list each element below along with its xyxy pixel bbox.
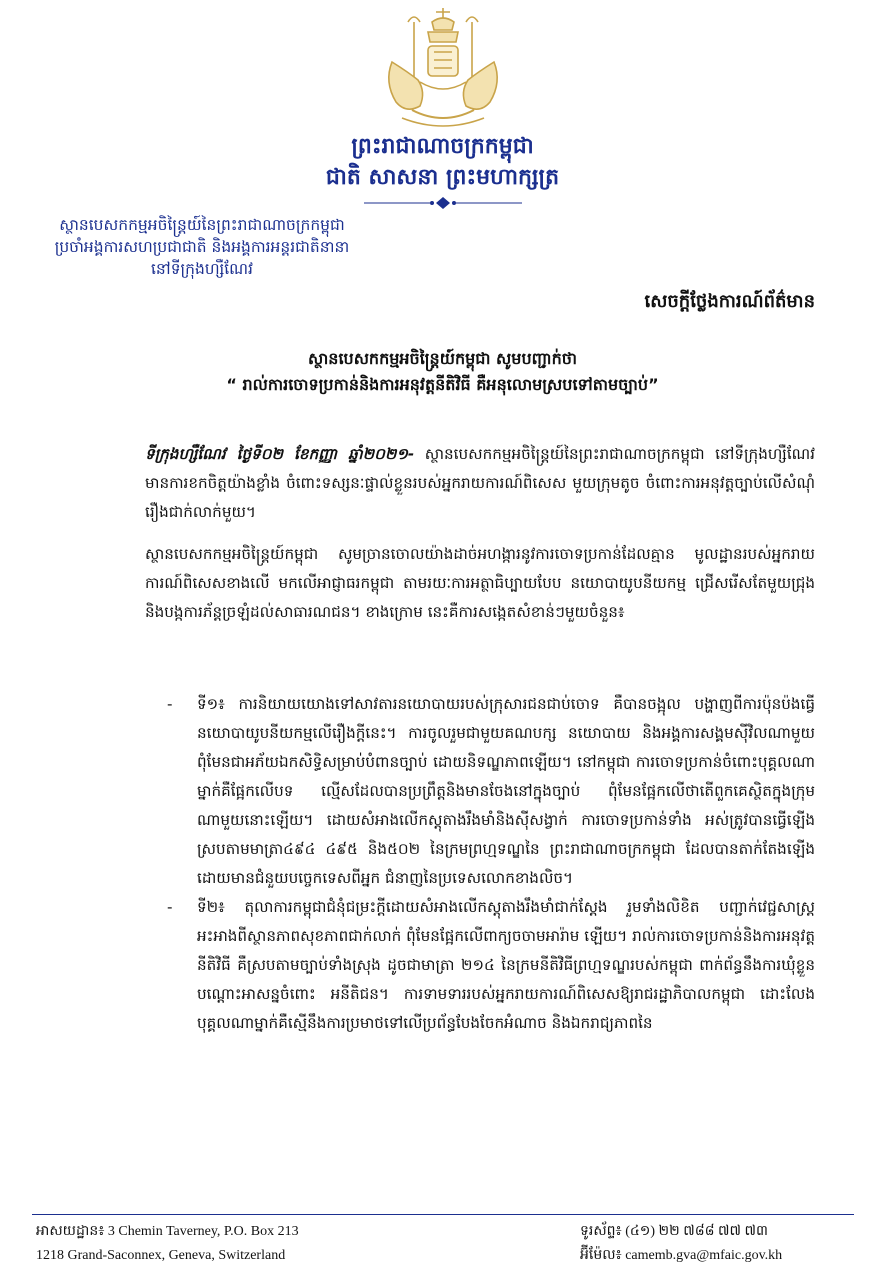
bullet-text: ទី១៖ ការនិយាយយោងទៅសាវតារនយោបាយរបស់ក្រុសារជនជាប់ចោទ គឺបានចង្អុល បង្ហាញពីការប៉ុនប៉ងធ្វើនយោបាយូបនីយកម្មលើរឿងក្តីនេះ។ ការចូលរួមជាមួយគណបក្ស នយោបាយ និងអង្គការសង្គមស៊ីវិលណាមួយ ពុំមែនជាអភ័យឯកសិទ្ធិសម្រាប់បំពានច្បាប់ ដោយនិទណ្ឌភាពឡើយ។ នៅកម្ពុជា ការចោទប្រកាន់ចំពោះបុគ្គលណាម្នាក់គឺផ្អែកលើបទ ល្មើសដែលបានប្រព្រឹត្តនិងមានចែងនៅក្នុងច្បាប់ ពុំមែនផ្អែកលើថាតើពួកគេស្ថិតក្នុងក្រុម ណាមួយនោះឡើយ។ ដោយសំអាងលើកស្តុតាងរឹងមាំនិងស៊ីសង្វាក់ ការចោទប្រកាន់ទាំង អស់ត្រូវបានធ្វើឡើងស្របតាមមាត្រា៤៩៤ ៤៩៥ និង៥០២ នៃក្រមព្រហ្មទណ្ឌនៃ ព្រះរាជាណាចក្រកម្ពុជា ដែលបានតាក់តែងឡើងដោយមានជំនួយបច្ចេកទេសពីអ្នក ជំនាញនៃប្រទេសលោកខាងលិច។ (197, 695, 815, 887)
paragraph-1 (145, 440, 815, 527)
address-line-1: អាសយដ្ឋាន៖ 3 Chemin Taverney, P.O. Box 213 (36, 1224, 299, 1239)
royal-arms-emblem-icon (372, 2, 514, 130)
headline-line-2: “ រាល់ការចោទប្រកាន់និងការអនុវត្តនីតិវិធី គឺអនុលោមស្របទៅតាមច្បាប់” (226, 375, 659, 394)
footer-address (36, 1220, 299, 1268)
footer-divider (32, 1214, 854, 1215)
list-item (145, 690, 815, 893)
sender-line-1: ស្ថានបេសកកម្មអចិន្ត្រៃយ៍នៃព្រះរាជាណាចក្រកម្ពុជា (59, 216, 345, 234)
paragraph-1-text: ស្ថានបេសកកម្មអចិន្ត្រៃយ៍នៃព្រះរាជាណាចក្រកម្ពុជា នៅទីក្រុងហ្សឺណែវ មានការខកចិត្តយ៉ាងខ្លាំង ចំពោះទស្សនៈផ្ទាល់ខ្លួនរបស់អ្នករាយការណ៍ពិសេស មួយក្រុមតូច ចំពោះការអនុវត្តច្បាប់លើសំណុំរឿងជាក់លាក់មួយ។ (145, 445, 815, 521)
bullet-marker: - (167, 695, 173, 713)
national-motto: ជាតិ សាសនា ព្រះមហាក្សត្រ (325, 164, 560, 190)
headline-line-1: ស្ថានបេសកកម្មអចិន្ត្រៃយ៍កម្ពុជា សូមបញ្ជាក់ថា (307, 349, 577, 368)
sender-line-3: នៅទីក្រុងហ្សឺណែវ (151, 260, 253, 278)
dateline: ទីក្រុងហ្សឺណែវ ថ្ងៃទី០២ ខែកញ្ញា ឆ្នាំ២០២១- (145, 445, 415, 463)
sender-block (22, 214, 382, 280)
kingdom-title: ព្រះរាជាណាចក្រកម្ពុជា (351, 133, 534, 159)
paragraph-2: ស្ថានបេសកកម្មអចិន្ត្រៃយ៍កម្ពុជា សូមច្រានចោលយ៉ាងដាច់អហង្ការនូវការចោទប្រកាន់ដែលគ្មាន មូលដ្ឋានរបស់អ្នករាយការណ៍ពិសេសខាងលើ មកលើអាជ្ញាធរកម្ពុជា តាមរយៈការអត្ថាធិប្បាយបែប នយោបាយូបនីយកម្ម ជ្រើសរើសតែមួយជ្រុង និងបង្កការភ័ន្តច្រឡំដល់សាធារណជន។ ខាងក្រោម នេះគឺការសង្កេតសំខាន់ៗមួយចំនួន៖ (145, 545, 815, 621)
ornamental-divider-icon (364, 196, 522, 210)
email-address: អ៊ីម៉ែល៖ camemb.gva@mfaic.gov.kh (580, 1248, 783, 1263)
list-item (145, 893, 815, 1038)
bullet-marker: - (167, 898, 173, 916)
document-type: សេចក្តីថ្លែងការណ៍ព័ត៌មាន (644, 291, 815, 312)
bullet-list (145, 690, 815, 1038)
phone-number: ទូរស័ព្ទ៖ (៤១) ២២ ៧៨៨ ៧៧ ៧៣ (580, 1224, 768, 1239)
footer-contact (580, 1220, 782, 1268)
address-line-2: 1218 Grand-Saconnex, Geneva, Switzerland (36, 1248, 286, 1263)
headline (0, 346, 885, 398)
sender-line-2: ប្រចាំអង្គការសហប្រជាជាតិ និងអង្គការអន្តរជាតិនានា (54, 238, 350, 256)
bullet-text: ទី២៖ តុលាការកម្ពុជាជំនុំជម្រះក្តីដោយសំអាងលើកស្តុតាងរឹងមាំជាក់ស្តែង រួមទាំងលិខិត បញ្ជាក់វេជ្ជសាស្ត្រ អះអាងពីស្ថានភាពសុខភាពជាក់លាក់ ពុំមែនផ្អែកលើពាក្យចចាមអារ៉ាម ឡើយ។ រាល់ការចោទប្រកាន់និងការអនុវត្តនីតិវិធី គឺស្របតាមច្បាប់ទាំងស្រុង ដូចជាមាត្រា ២១៤ នៃក្រមនីតិវិធីព្រហ្មទណ្ឌរបស់កម្ពុជា ពាក់ព័ន្ធនឹងការឃុំខ្លួនបណ្តោះអាសន្នចំពោះ អនីតិជន។ ការទាមទាររបស់អ្នករាយការណ៍ពិសេសឱ្យរាជរដ្ឋាភិបាលកម្ពុជា ដោះលែង បុគ្គលណាម្នាក់គឺស្មើនឹងការប្រមាថទៅលើប្រព័ន្ធបែងចែកអំណាច និងឯករាជ្យភាពនៃ (197, 898, 815, 1032)
